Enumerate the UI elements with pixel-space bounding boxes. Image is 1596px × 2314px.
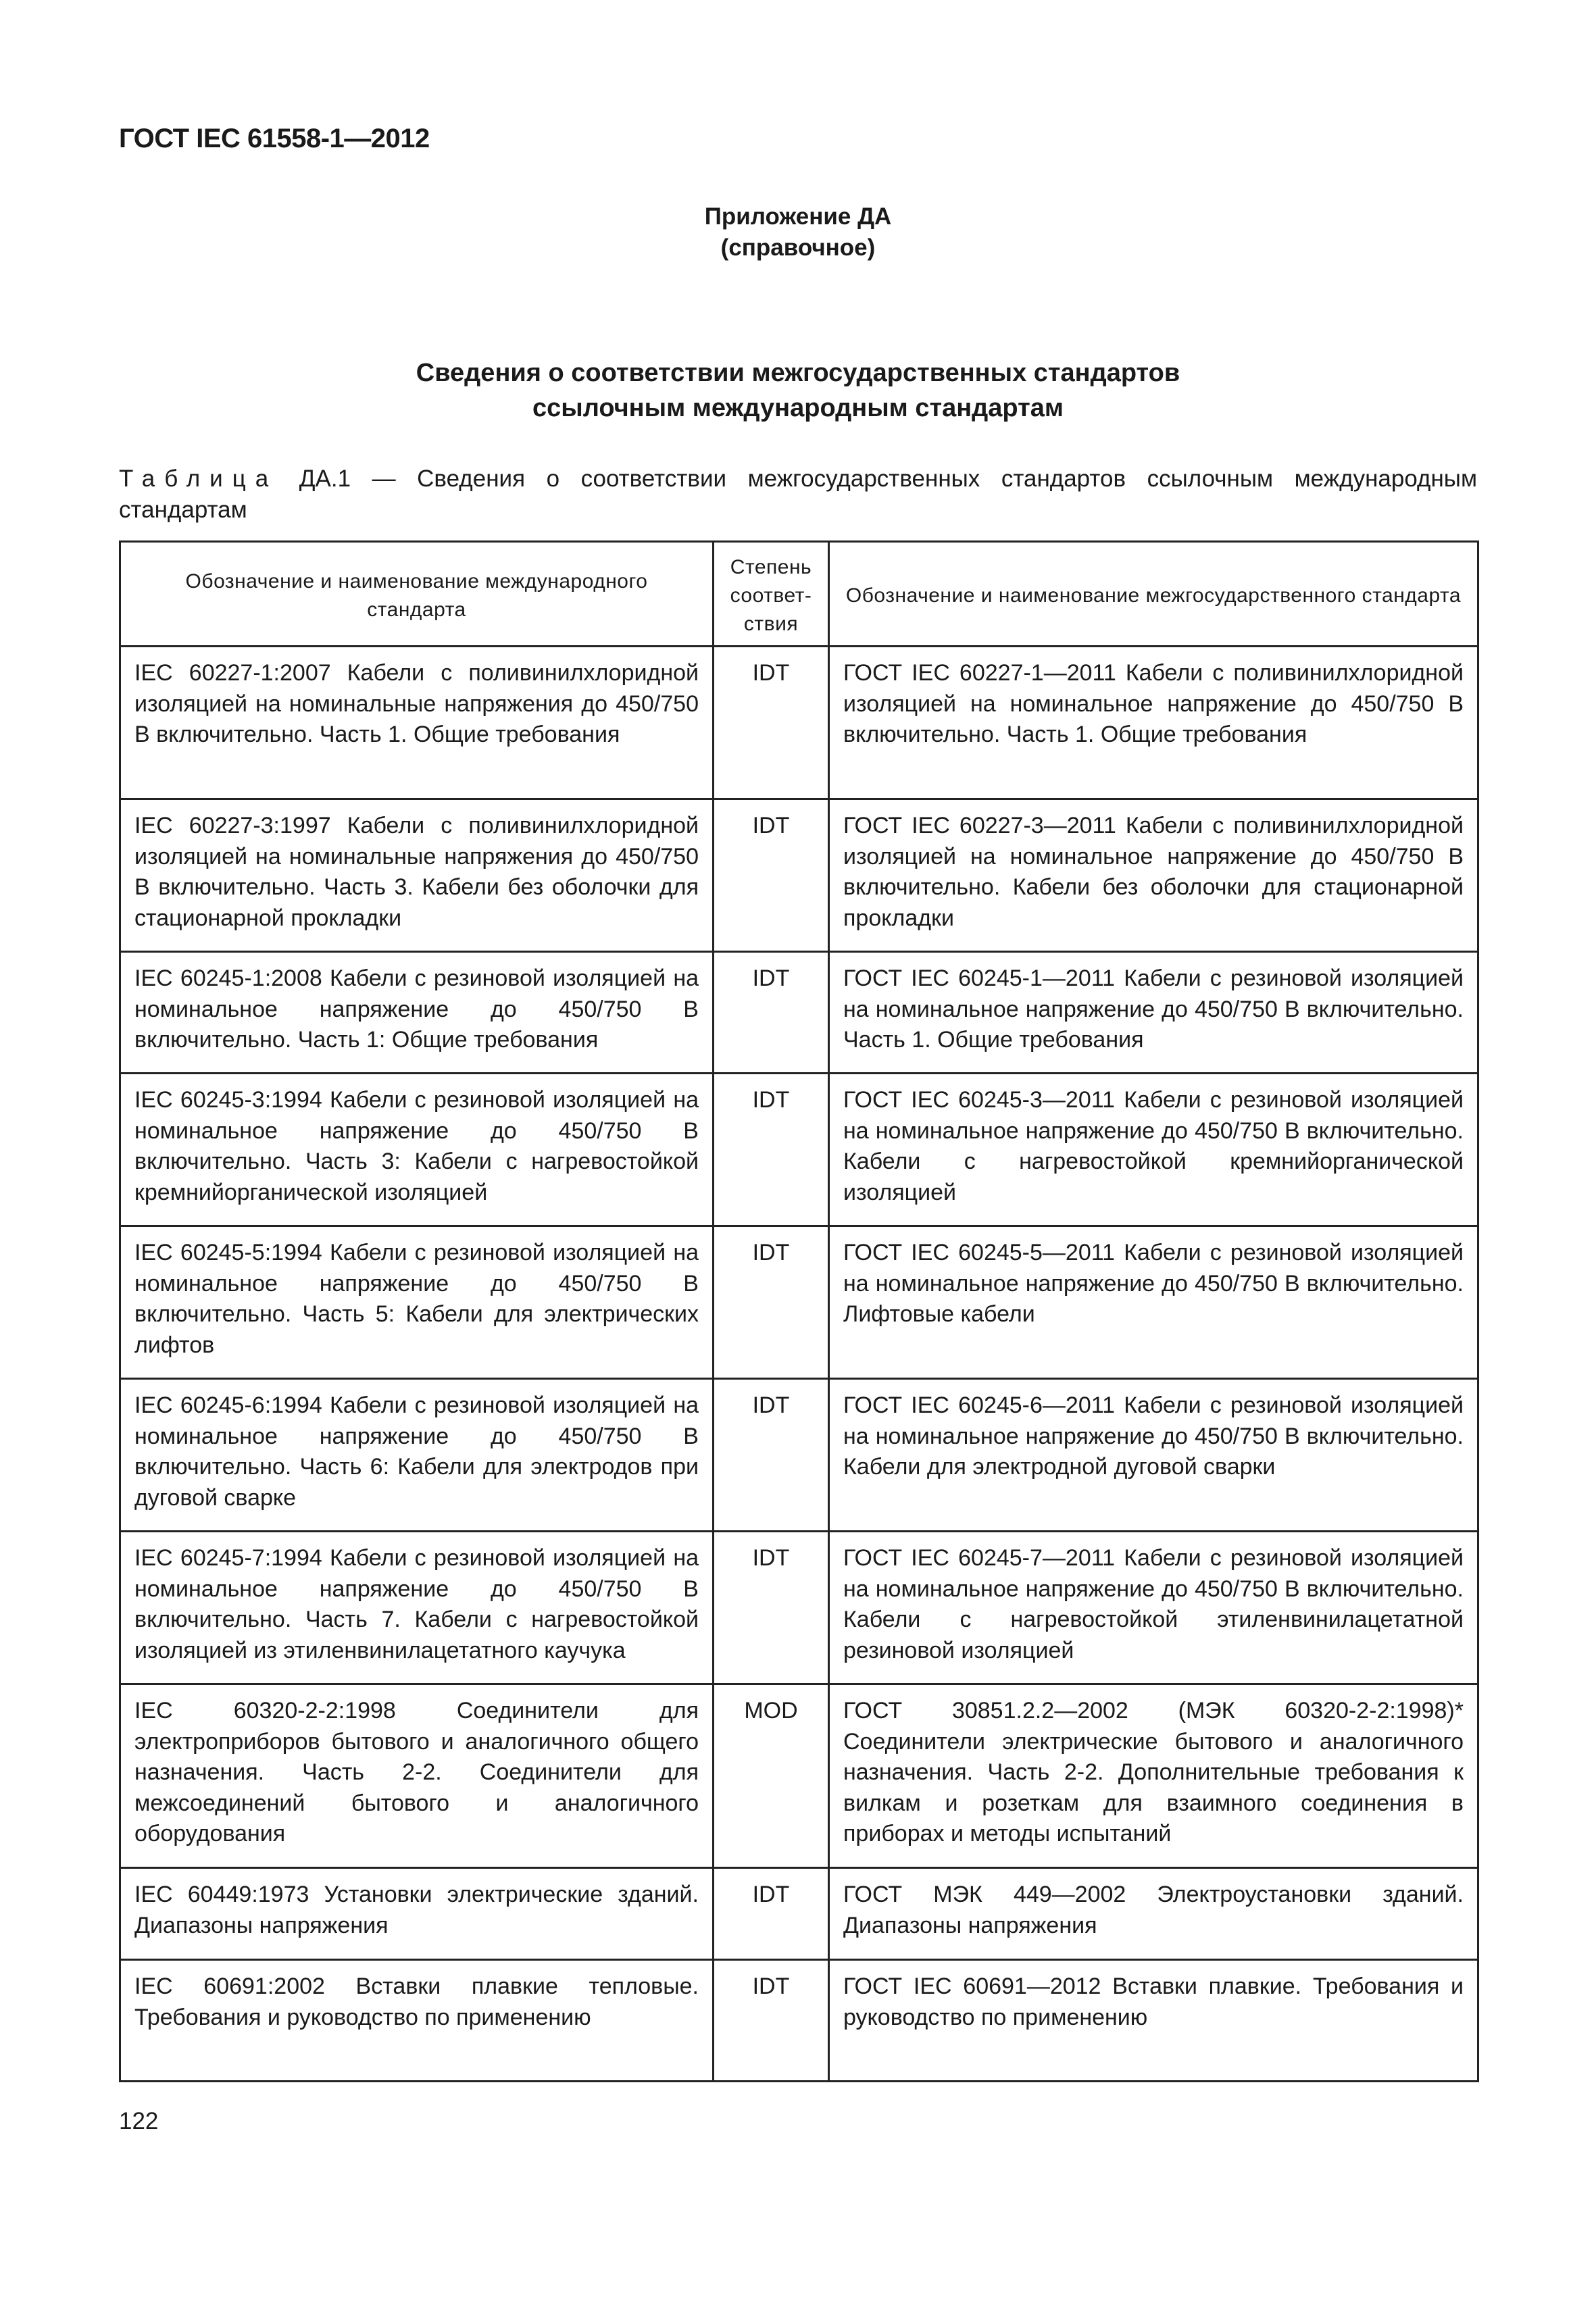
cell-international-standard: IEC 60245-7:1994 Кабели с резиновой изоляцией на номинальное напряжение до 450/750 В включительно. Часть 7. Кабели с нагревостойкой изоляцией из этиленвинилацетатного каучука (120, 1532, 714, 1684)
cell-degree: IDT (714, 1868, 829, 1960)
header-interstate-standard: Обозначение и наименование межгосударственного стандарта (829, 542, 1478, 647)
cell-international-standard: IEC 60227-1:2007 Кабели с поливинилхлоридной изоляцией на номинальные напряжения до 450/750 В включительно. Часть 1. Общие требования (120, 647, 714, 799)
cell-interstate-standard: ГОСТ IEC 60227-1—2011 Кабели с поливинилхлоридной изоляцией на номинальное напряжение до 450/750 В включительно. Часть 1. Общие требования (829, 647, 1478, 799)
cell-international-standard: IEC 60245-5:1994 Кабели с резиновой изоляцией на номинальное напряжение до 450/750 В включительно. Часть 5: Кабели для электрических лифтов (120, 1226, 714, 1379)
cell-interstate-standard: ГОСТ IEC 60245-7—2011 Кабели с резиновой изоляцией на номинальное напряжение до 450/750 В включительно. Кабели с нагревостойкой этиленвинилацетатной резиновой изоляцией (829, 1532, 1478, 1684)
cell-interstate-standard: ГОСТ IEC 60691—2012 Вставки плавкие. Требования и руководство по применению (829, 1960, 1478, 2082)
section-heading-line-1: Сведения о соответствии межгосударственных стандартов (416, 359, 1180, 387)
header-international-standard: Обозначение и наименование международного стандарта (120, 542, 714, 647)
table-row (120, 799, 1478, 952)
table-caption (119, 463, 1477, 526)
header-degree-of-correspondence: Степень соответ-ствия (714, 542, 829, 647)
table-row (120, 1532, 1478, 1684)
document-code: ГОСТ IEC 61558-1—2012 (119, 124, 430, 153)
cell-degree: IDT (714, 647, 829, 799)
table-caption-text: ДА.1 — Сведения о соответствии межгосударственных стандартов ссылочным международным стандартам (119, 466, 1478, 523)
cell-interstate-standard: ГОСТ IEC 60245-1—2011 Кабели с резиновой изоляцией на номинальное напряжение до 450/750 В включительно. Часть 1. Общие требования (829, 952, 1478, 1074)
cell-interstate-standard: ГОСТ IEC 60245-3—2011 Кабели с резиновой изоляцией на номинальное напряжение до 450/750 В включительно. Кабели с нагревостойкой кремнийорганической изоляцией (829, 1074, 1478, 1226)
table-row (120, 647, 1478, 799)
cell-interstate-standard: ГОСТ IEC 60245-6—2011 Кабели с резиновой изоляцией на номинальное напряжение до 450/750 В включительно. Кабели для электродной дуговой сварки (829, 1379, 1478, 1532)
cell-international-standard: IEC 60691:2002 Вставки плавкие тепловые. Требования и руководство по применению (120, 1960, 714, 2082)
cell-international-standard: IEC 60449:1973 Установки электрические зданий. Диапазоны напряжения (120, 1868, 714, 1960)
table-row (120, 1074, 1478, 1226)
page-number: 122 (119, 2108, 159, 2134)
cell-degree: IDT (714, 1379, 829, 1532)
table-row (120, 1868, 1478, 1960)
section-heading-line-2: ссылочным международным стандартам (532, 394, 1064, 422)
cell-international-standard: IEC 60245-3:1994 Кабели с резиновой изоляцией на номинальное напряжение до 450/750 В включительно. Часть 3: Кабели с нагревостойкой кремнийорганической изоляцией (120, 1074, 714, 1226)
cell-interstate-standard: ГОСТ 30851.2.2—2002 (МЭК 60320-2-2:1998)* Соединители электрические бытового и аналогичного назначения. Часть 2-2. Дополнительные требования к вилкам и розеткам для взаимного соединения в приборах и методы испытаний (829, 1684, 1478, 1868)
cell-interstate-standard: ГОСТ IEC 60227-3—2011 Кабели с поливинилхлоридной изоляцией на номинальное напряжение до 450/750 В включительно. Кабели без оболочки для стационарной прокладки (829, 799, 1478, 952)
table-row (120, 1960, 1478, 2082)
cell-degree: IDT (714, 1226, 829, 1379)
cell-degree: IDT (714, 1074, 829, 1226)
cell-interstate-standard: ГОСТ IEC 60245-5—2011 Кабели с резиновой изоляцией на номинальное напряжение до 450/750 В включительно. Лифтовые кабели (829, 1226, 1478, 1379)
table-row (120, 1226, 1478, 1379)
cell-degree: IDT (714, 1532, 829, 1684)
cell-international-standard: IEC 60227-3:1997 Кабели с поливинилхлоридной изоляцией на номинальные напряжения до 450/750 В включительно. Часть 3. Кабели без оболочки для стационарной прокладки (120, 799, 714, 952)
cell-degree: MOD (714, 1684, 829, 1868)
table-header-row (120, 542, 1478, 647)
cell-degree: IDT (714, 799, 829, 952)
annex-kind: (справочное) (720, 234, 876, 261)
table-row (120, 1684, 1478, 1868)
cell-international-standard: IEC 60245-1:2008 Кабели с резиновой изоляцией на номинальное напряжение до 450/750 В включительно. Часть 1: Общие требования (120, 952, 714, 1074)
table-row (120, 952, 1478, 1074)
cell-degree: IDT (714, 1960, 829, 2082)
section-heading (0, 355, 1596, 426)
table-row (120, 1379, 1478, 1532)
cell-degree: IDT (714, 952, 829, 1074)
table-caption-label: Таблица (119, 466, 278, 492)
cell-international-standard: IEC 60245-6:1994 Кабели с резиновой изоляцией на номинальное напряжение до 450/750 В включительно. Часть 6: Кабели для электродов при дуговой сварке (120, 1379, 714, 1532)
standards-correspondence-table (119, 540, 1479, 2082)
cell-international-standard: IEC 60320-2-2:1998 Соединители для электроприборов бытового и аналогичного общего назначения. Часть 2-2. Соединители для межсоединений бытового и аналогичного оборудования (120, 1684, 714, 1868)
cell-interstate-standard: ГОСТ МЭК 449—2002 Электроустановки зданий. Диапазоны напряжения (829, 1868, 1478, 1960)
annex-title: Приложение ДА (704, 203, 892, 230)
